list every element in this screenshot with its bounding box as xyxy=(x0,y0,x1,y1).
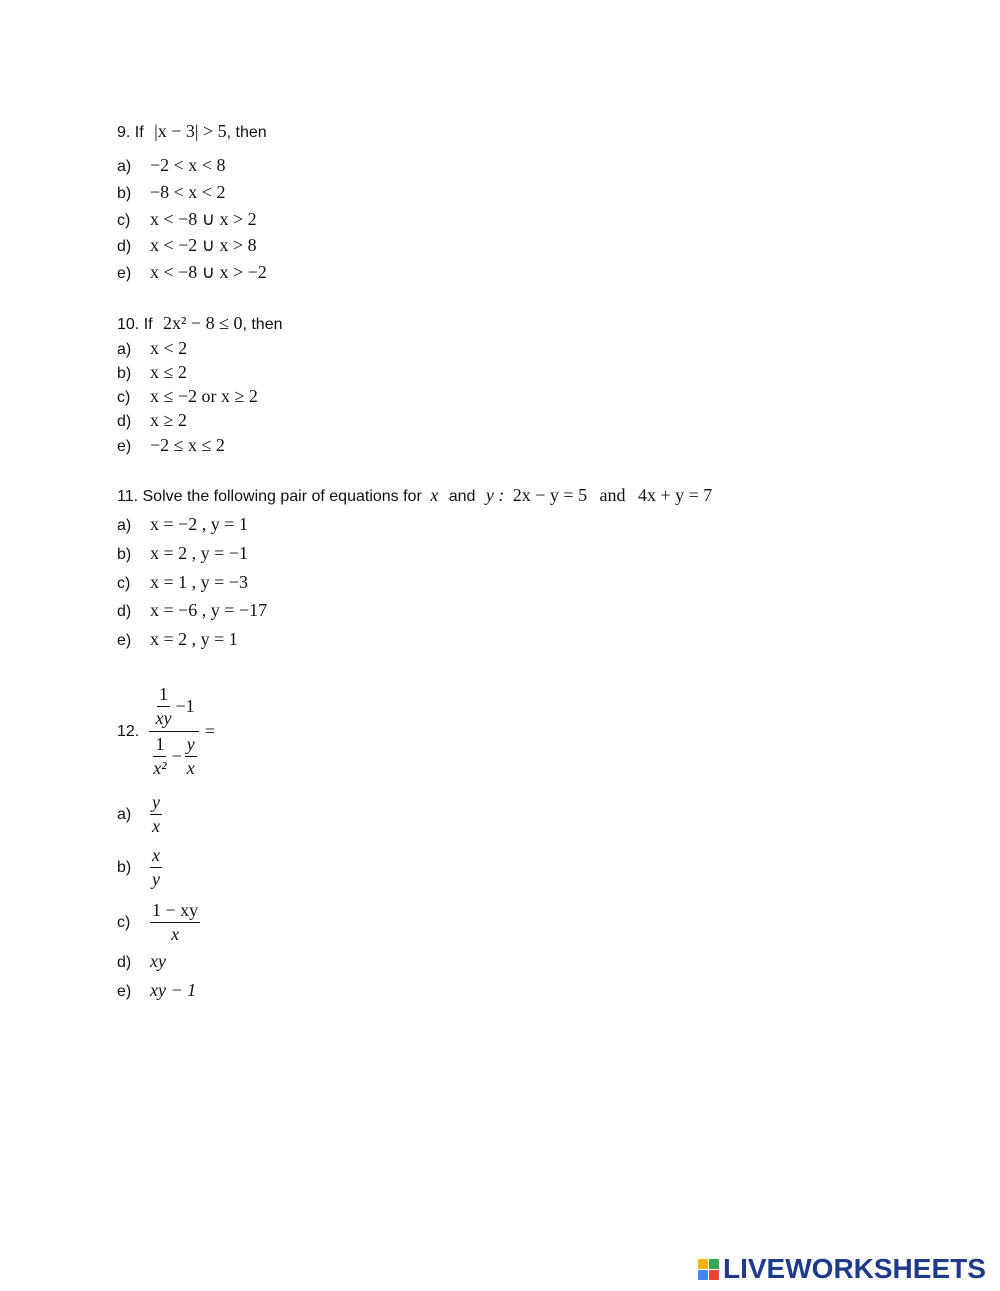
q12-option-e-text: xy − 1 xyxy=(150,980,197,1000)
q11-option-c-text: x = 1 , y = −3 xyxy=(150,572,248,592)
q9-option-c[interactable]: c) x < −8 ∪ x > 2 xyxy=(117,209,257,229)
q12-numerator xyxy=(149,684,198,732)
q11-option-e-text: x = 2 , y = 1 xyxy=(150,629,238,649)
q11-var-y: y : xyxy=(485,485,505,505)
q10-expression: 2x² − 8 ≤ 0 xyxy=(163,313,243,333)
q10-option-e-text: −2 ≤ x ≤ 2 xyxy=(150,435,225,455)
q10-option-b-text: x ≤ 2 xyxy=(150,362,187,382)
q12-prefix: 12. xyxy=(117,722,140,740)
q10-option-a[interactable]: a) x < 2 xyxy=(117,338,188,358)
q12-complex-fraction xyxy=(147,684,201,779)
q9-option-a-text: −2 < x < 8 xyxy=(150,155,226,175)
q10-prefix: 10. If xyxy=(117,316,153,333)
q11-option-a-text: x = −2 , y = 1 xyxy=(150,514,248,534)
q11-equation-2: 4x + y = 7 xyxy=(638,485,713,505)
q10-option-a-text: x < 2 xyxy=(150,338,188,358)
q11-option-e[interactable]: e) x = 2 , y = 1 xyxy=(117,629,238,649)
q12-den-x-squared: x² xyxy=(153,758,167,778)
logo-cube-tile xyxy=(709,1270,719,1280)
q9-suffix: , then xyxy=(226,124,267,141)
question-11-stem xyxy=(117,485,712,506)
q12-denominator xyxy=(147,732,201,779)
q11-and-2: and xyxy=(599,485,626,505)
logo-cube-tile xyxy=(698,1270,708,1280)
q10-option-e[interactable]: e) −2 ≤ x ≤ 2 xyxy=(117,435,225,455)
q12-den-one: 1 xyxy=(153,734,166,757)
q11-option-d[interactable]: d) x = −6 , y = −17 xyxy=(117,600,268,620)
q10-suffix: , then xyxy=(242,316,283,333)
q9-option-a[interactable]: a) −2 < x < 8 xyxy=(117,155,226,175)
q12-den-minus: − xyxy=(171,746,182,766)
q12-option-a-fraction: $\frac{y}{x}$ xyxy=(152,792,160,836)
q9-option-d-text: x < −2 ∪ x > 8 xyxy=(150,235,257,255)
q11-equation-1: 2x − y = 5 xyxy=(512,485,588,505)
question-10-stem xyxy=(117,313,283,334)
q12-num-minus-one: −1 xyxy=(175,696,195,716)
liveworksheets-logo[interactable] xyxy=(698,1255,986,1283)
q9-expression: |x − 3| > 5 xyxy=(154,121,227,141)
question-9-stem xyxy=(117,121,267,142)
q11-option-b-text: x = 2 , y = −1 xyxy=(150,543,248,563)
q12-den-y: y xyxy=(185,734,197,757)
q11-option-c[interactable]: c) x = 1 , y = −3 xyxy=(117,572,248,592)
logo-text: LIVEWORKSHEETS xyxy=(723,1253,986,1284)
q9-option-b-text: −8 < x < 2 xyxy=(150,182,226,202)
q11-option-a[interactable]: a) x = −2 , y = 1 xyxy=(117,514,248,534)
question-12-stem xyxy=(117,684,215,779)
logo-cube-tile xyxy=(698,1259,708,1269)
q12-option-c-fraction: $\frac{1 - xy}{x}$ xyxy=(152,900,199,944)
q12-option-d[interactable]: d) xy xyxy=(117,951,166,971)
q12-num-one: 1 xyxy=(157,684,170,707)
q10-option-d-text: x ≥ 2 xyxy=(150,410,187,430)
q10-option-d[interactable]: d) x ≥ 2 xyxy=(117,410,187,430)
q12-option-d-text: xy xyxy=(150,951,166,971)
q11-and-1: and xyxy=(448,488,476,505)
q12-option-e[interactable]: e) xy − 1 xyxy=(117,980,197,1000)
q12-den-x: x xyxy=(186,758,195,778)
q9-option-b[interactable]: b) −8 < x < 2 xyxy=(117,182,226,202)
q11-var-x: x xyxy=(430,485,439,505)
q11-option-d-text: x = −6 , y = −17 xyxy=(150,600,268,620)
q12-option-c[interactable]: c) $\frac{1 - xy}{x}$ xyxy=(117,900,199,944)
q12-option-b[interactable]: b) $\frac{x}{y}$ xyxy=(117,845,160,889)
q10-option-b[interactable]: b) x ≤ 2 xyxy=(117,362,187,382)
q11-prefix: 11. Solve the following pair of equations for xyxy=(117,488,422,505)
q12-equals: = xyxy=(204,721,215,741)
q9-option-d[interactable]: d) x < −2 ∪ x > 8 xyxy=(117,235,257,255)
logo-cube-tile xyxy=(709,1259,719,1269)
q9-option-e[interactable]: e) x < −8 ∪ x > −2 xyxy=(117,262,267,282)
q12-num-xy: xy xyxy=(155,708,172,728)
logo-cube-icon xyxy=(698,1259,719,1280)
q9-option-c-text: x < −8 ∪ x > 2 xyxy=(150,209,257,229)
q11-option-b[interactable]: b) x = 2 , y = −1 xyxy=(117,543,248,563)
q10-option-c-text: x ≤ −2 or x ≥ 2 xyxy=(150,386,258,406)
q9-prefix: 9. If xyxy=(117,124,144,141)
q10-option-c[interactable]: c) x ≤ −2 or x ≥ 2 xyxy=(117,386,258,406)
q12-option-b-fraction: $\frac{x}{y}$ xyxy=(152,845,160,889)
q9-option-e-text: x < −8 ∪ x > −2 xyxy=(150,262,267,282)
q12-option-a[interactable]: a) $\frac{y}{x}$ xyxy=(117,792,160,836)
